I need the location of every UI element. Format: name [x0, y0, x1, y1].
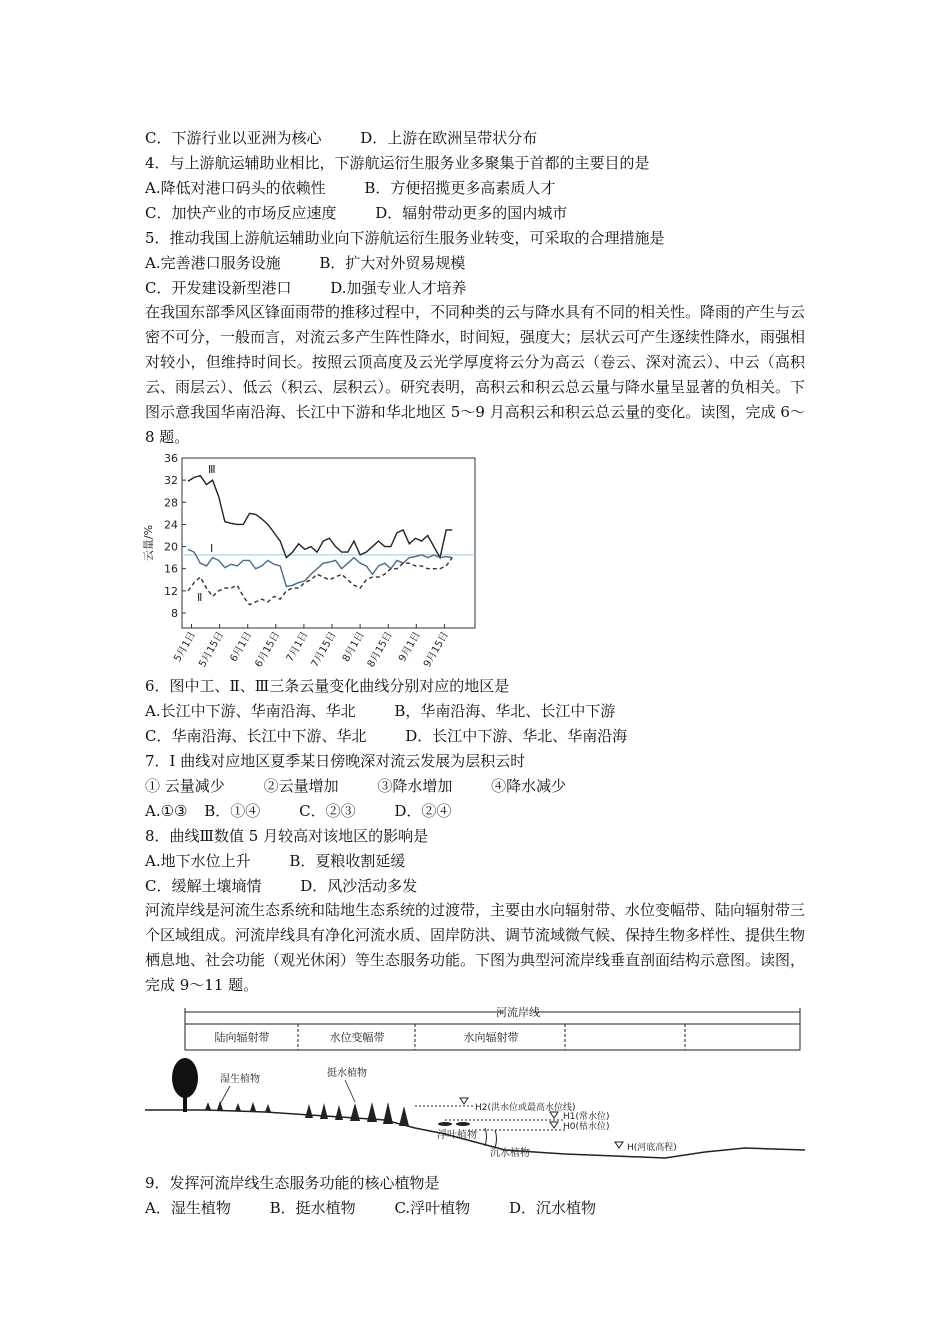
q9-option-d[interactable]: D．沉水植物 [508, 1199, 596, 1217]
q7-items [145, 776, 600, 796]
series-label-iii: Ⅲ [208, 463, 216, 476]
water-symbol-icon [460, 1098, 468, 1104]
q8-stem: 8．曲线Ⅲ数值 5 月较高对该地区的影响是 [145, 827, 429, 845]
q4-option-a[interactable]: A.降低对港口码头的依赖性 [145, 179, 326, 197]
q8-options-cd [145, 876, 451, 896]
q7-option-c[interactable]: C．②③ [299, 802, 356, 820]
q7-item-3: ③降水增加 [377, 777, 453, 795]
q5-option-c[interactable]: C．开发建设新型港口 [145, 279, 292, 297]
q3-option-c[interactable]: C．下游行业以亚洲为核心 [145, 129, 322, 147]
q5-options-ab [145, 253, 499, 273]
label-h2: H2(洪水位或最高水位线) [475, 1103, 576, 1113]
y-tick-label: 24 [164, 518, 178, 532]
y-tick-label: 8 [171, 607, 178, 620]
label-wet-plant: 湿生植物 [220, 1074, 260, 1085]
q7-item-4: ④降水减少 [491, 777, 567, 795]
label-h0: H0(枯水位) [563, 1122, 610, 1132]
q4-stem: 4．与上游航运辅助业相比，下游航运衍生服务业多聚集于首都的主要目的是 [145, 154, 650, 172]
plot-frame [182, 458, 475, 628]
q6-stem: 6．图中工、Ⅱ、Ⅲ三条云量变化曲线分别对应的地区是 [145, 677, 510, 695]
label-h1: H1(常水位) [563, 1112, 610, 1122]
q7-option-d[interactable]: D．②④ [394, 802, 452, 820]
x-tick-label: 7月15日 [309, 630, 339, 670]
series-line-2 [188, 558, 452, 605]
q6-options-ab [145, 701, 649, 721]
q9-options [145, 1198, 630, 1218]
q5-stem: 5．推动我国上游航运辅助业向下游航运衍生服务业转变，可采取的合理措施是 [145, 229, 665, 247]
q5-option-b[interactable]: B．扩大对外贸易规模 [319, 254, 466, 272]
riverbank-diagram [145, 998, 805, 1168]
q4-options-cd [145, 203, 601, 223]
series-line-0 [188, 476, 452, 558]
y-tick-label: 28 [164, 496, 178, 510]
leader-line [345, 1080, 355, 1102]
q6-option-b[interactable]: B，华南沿海、华北、长江中下游 [394, 702, 616, 720]
series-label-i: Ⅰ [210, 542, 214, 555]
q9-option-a[interactable]: A．湿生植物 [145, 1199, 231, 1217]
q5-option-d[interactable]: D.加强专业人才培养 [330, 279, 467, 297]
q4-option-c[interactable]: C．加快产业的市场反应速度 [145, 204, 337, 222]
q5-option-a[interactable]: A.完善港口服务设施 [145, 254, 281, 272]
q5-options-cd [145, 278, 501, 298]
q7-option-b[interactable]: B．①④ [204, 802, 261, 820]
x-tick-label: 8月1日 [340, 630, 367, 664]
tree-icon [172, 1058, 198, 1112]
passage-riverbank: 河流岸线是河流生态系统和陆地生态系统的过渡带，主要由水向辐射带、水位变幅带、陆向辐射带三个区域组成。河流岸线具有净化河流水质、固岸防洪、调节流域微气候、保持生物多样性、提供生物栖息地、社会功能（观光休闲）等生态服务功能。下图为典型河流岸线垂直剖面结构示意图。读图，完成 9～11 题。 [145, 901, 806, 994]
cloud-amount-chart [140, 450, 485, 680]
q8-option-c[interactable]: C．缓解土壤墒情 [145, 877, 262, 895]
x-tick-label: 9月1日 [397, 630, 423, 664]
q6-option-a[interactable]: A.长江中下游、华南沿海、华北 [145, 702, 356, 720]
x-tick-label: 5月1日 [172, 630, 199, 664]
q6-option-d[interactable]: D．长江中下游、华北、华南沿海 [405, 727, 628, 745]
x-tick-label: 8月15日 [365, 630, 395, 670]
q7-stem: 7．I 曲线对应地区夏季某日傍晚深对流云发展为层积云时 [145, 752, 526, 770]
q7-item-2: ②云量增加 [263, 777, 339, 795]
x-tick-label: 6月1日 [228, 630, 255, 664]
y-tick-label: 32 [164, 474, 178, 488]
x-tick-label: 9月15日 [421, 630, 452, 670]
q7-item-1: ① 云量减少 [145, 777, 225, 795]
q7-options [145, 801, 485, 821]
y-tick-label: 36 [164, 452, 178, 465]
q8-option-a[interactable]: A.地下水位上升 [145, 852, 251, 870]
series-label-ii: Ⅱ [197, 591, 203, 604]
water-symbol-icon [615, 1142, 623, 1148]
diagram-title: 河流岸线 [496, 1006, 540, 1019]
y-axis-label: 云量/% [142, 524, 155, 562]
passage-cloud: 在我国东部季风区锋面雨带的推移过程中，不同种类的云与降水具有不同的相关性。降雨的产生与云密不可分，一般而言，对流云多产生阵性降水，时间短，强度大；层状云可产生逐续性降水，雨强相对较小，但维持时间长。按照云顶高度及云光学厚度将云分为高云（卷云、深对流云）、中云（高积云、雨层云）、低云（积云、层积云）。研究表明，高积云和积云总云量与降水量呈显著的负相关。下图示意我国华南沿海、长江中下游和华北地区 5～9 月高积云和积云总云量的变化。读图，完成 6～8 题。 [145, 303, 806, 446]
q9-option-b[interactable]: B．挺水植物 [269, 1199, 356, 1217]
q3-options [145, 128, 571, 148]
q3-option-d[interactable]: D．上游在欧洲呈带状分布 [360, 129, 538, 147]
zone-fluctuation: 水位变幅带 [329, 1031, 385, 1044]
q6-options-cd [145, 726, 661, 746]
floating-plant-icons [438, 1122, 470, 1126]
q8-options-ab [145, 851, 439, 871]
q6-option-c[interactable]: C．华南沿海、长江中下游、华北 [145, 727, 367, 745]
q8-option-b[interactable]: B．夏粮收割延缓 [289, 852, 406, 870]
label-submerged-plant: 沉水植物 [490, 1148, 530, 1159]
zone-water: 水向辐射带 [463, 1031, 519, 1044]
label-floating-plant: 浮叶植物 [437, 1130, 477, 1141]
leader-line [220, 1086, 230, 1104]
y-tick-label: 16 [164, 562, 178, 576]
y-tick-label: 12 [164, 584, 178, 598]
q7-option-a[interactable]: A.①③ [145, 802, 188, 820]
q9-stem: 9．发挥河流岸线生态服务功能的核心植物是 [145, 1174, 440, 1192]
x-tick-label: 7月1日 [284, 630, 311, 664]
y-tick-label: 20 [164, 540, 178, 554]
q8-option-d[interactable]: D．风沙活动多发 [300, 877, 418, 895]
q4-option-d[interactable]: D．辐射带动更多的国内城市 [375, 204, 568, 222]
zone-land: 陆向辐射带 [214, 1031, 270, 1044]
x-tick-label: 6月15日 [253, 630, 283, 670]
water-symbol-icon [550, 1122, 558, 1128]
x-tick-label: 5月15日 [197, 630, 227, 670]
q9-option-c[interactable]: C.浮叶植物 [394, 1199, 471, 1217]
q4-option-b[interactable]: B．方便招揽更多高素质人才 [364, 179, 556, 197]
label-h: H(河底高程) [627, 1143, 677, 1153]
q4-options-ab [145, 178, 589, 198]
label-emergent-plant: 挺水植物 [327, 1068, 367, 1079]
